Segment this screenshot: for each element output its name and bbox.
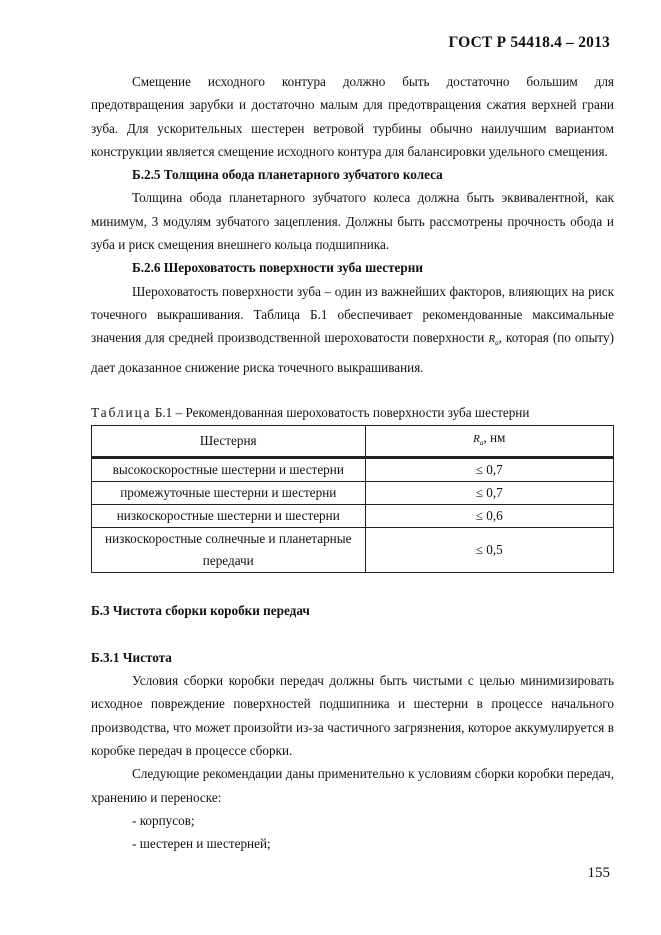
list-item: - шестерен и шестерней; (132, 836, 271, 852)
table-row (92, 481, 614, 504)
paragraph-offset: Смещение исходного контура должно быть достаточно большим для предотвращения зарубки и достаточно малым для предотвращения сжатия верхней грани зуба. Для ускорительных шестерен ветровой турбины обычно наилучшим вариантом конструкции является смещение исходного контура для балансировки удельного смещения. (91, 74, 614, 159)
table-cell-value: ≤ 0,7 (365, 457, 613, 481)
paragraph-roughness-part1: Шероховатость поверхности зуба – один из важнейших факторов, влияющих на риск точечного выкрашивания. Таблица Б.1 обеспечивает рекомендованные максимальные значения для средней производственной шероховатости поверхности (91, 283, 614, 346)
table-row (92, 457, 614, 481)
paragraph-cleanliness: Условия сборки коробки передач должны быть чистыми с целью минимизировать исходное повреждение поверхностей подшипника и шестерни в процессе начального производства, что может произойти из-за частичного загрязнения, которое аккумулируется в коробке передач в процессе сборки. (91, 673, 614, 759)
list-item: - корпусов; (132, 812, 195, 828)
paragraph-recommendations: Следующие рекомендации даны применительно к условиям сборки коробки передач, хранению и переноске: (91, 766, 614, 805)
table-cell-gear: высокоскоростные шестерни и шестерни (92, 457, 366, 481)
page-content (91, 70, 614, 856)
heading-b25: Б.2.5 Толщина обода планетарного зубчатого колеса (132, 167, 443, 183)
table-row (92, 504, 614, 527)
ra-symbol: $R_a$ (488, 333, 499, 348)
table-cell-gear: низкоскоростные солнечные и планетарные передачи (92, 527, 366, 572)
paragraph-roughness-part2: , которая (по опыту) дает доказанное снижение риска точечного выкрашивания. (91, 330, 615, 375)
recommendation-list (91, 809, 614, 856)
paragraph-roughness (91, 280, 614, 379)
roughness-table (91, 425, 614, 572)
heading-b26: Б.2.6 Шероховатость поверхности зуба шестерни (132, 260, 423, 276)
document-header: ГОСТ Р 54418.4 – 2013 (448, 34, 610, 51)
table-header-ra: $R_a$, нм (365, 426, 613, 457)
table-cell-value: ≤ 0,5 (365, 527, 613, 572)
heading-b31: Б.3.1 Чистота (91, 649, 172, 665)
table-row (92, 527, 614, 572)
table-header-row (92, 426, 614, 457)
table-cell-gear: низкоскоростные шестерни и шестерни (92, 504, 366, 527)
table-cell-value: ≤ 0,6 (365, 504, 613, 527)
table-cell-value: ≤ 0,7 (365, 481, 613, 504)
page-number: 155 (587, 865, 610, 881)
table-caption: Таблица Б.1 – Рекомендованная шероховатость поверхности зуба шестерни (91, 405, 530, 421)
table-cell-gear: промежуточные шестерни и шестерни (92, 481, 366, 504)
table-header-gear: Шестерня (92, 426, 366, 457)
paragraph-rim-thickness: Толщина обода планетарного зубчатого колеса должна быть эквивалентной, как минимум, 3 модулям зубчатого зацепления. Должны быть рассмотрены прочность обода и зуба и риск смещения внешнего кольца подшипника. (91, 190, 614, 253)
heading-b3: Б.3 Чистота сборки коробки передач (91, 602, 310, 618)
